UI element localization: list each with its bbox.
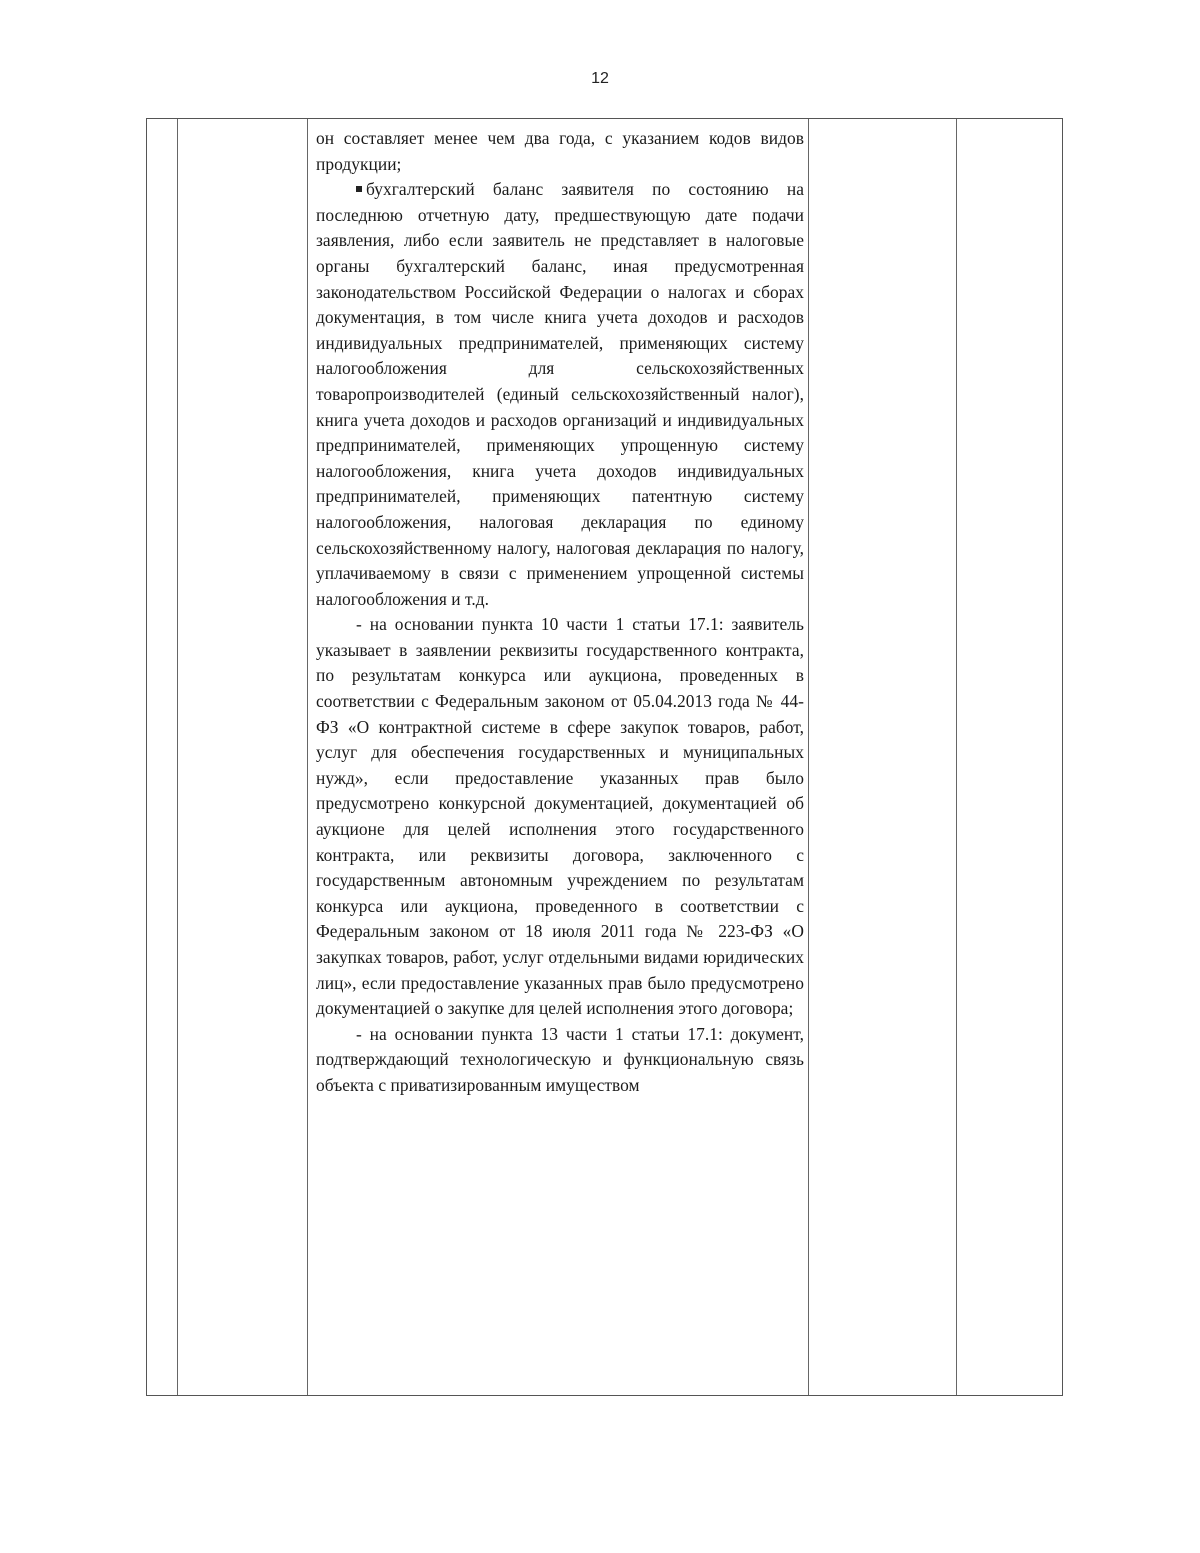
document-table (146, 118, 1063, 1396)
paragraph-balance (316, 177, 804, 612)
paragraph-point-13: - на основании пункта 13 части 1 статьи 17.1: документ, подтверждающий технологическую и функциональную связь объекта с приватизированным имуществом (316, 1023, 804, 1095)
table-column-content (308, 119, 809, 1395)
table-column-1 (147, 119, 178, 1395)
table-column-2 (178, 119, 308, 1395)
page-number: 12 (591, 70, 609, 87)
bullet-square-icon (356, 186, 362, 192)
paragraph-point-10: - на основании пункта 10 части 1 статьи 17.1: заявитель указывает в заявлении реквизиты государственного контракта, по результатам конкурса или аукциона, проведенных в соответствии с Федеральным законом от 05.04.2013 года № 44-ФЗ «О контрактной системе в сфере закупок товаров, работ, услуг для обеспечения государственных и муниципальных нужд», если предоставление указанных прав было предусмотрено конкурсной документацией, документацией об аукционе для целей исполнения этого государственного контракта, или реквизиты договора, заключенного с государственным автономным учреждением по результатам конкурса или аукциона, проведенного в соответствии с Федеральным законом от 18 июля 2011 года № 223-ФЗ «О закупках товаров, работ, услуг отдельными видами юридических лиц», если предоставление указанных прав было предусмотрено документацией о закупке для целей исполнения этого договора; (316, 614, 804, 1019)
table-column-4 (809, 119, 957, 1395)
paragraph-balance-text: бухгалтерский баланс заявителя по состоянию на последнюю отчетную дату, предшествующую дате подачи заявления, либо если заявитель не представляет в налоговые органы бухгалтерский баланс, иная предусмотренная законодательством Российской Федерации о налогах и сборах документация, в том числе книга учета доходов и расходов индивидуальных предпринимателей, применяющих систему налогообложения для сельскохозяйственных товаропроизводителей (единый сельскохозяйственный налог), книга учета доходов и расходов организаций и индивидуальных предпринимателей, применяющих упрощенную систему налогообложения, книга учета доходов индивидуальных предпринимателей, применяющих патентную систему налогообложения, налоговая декларация по единому сельскохозяйственному налогу, налоговая декларация по налогу, уплачиваемому в связи с применением упрощенной системы налогообложения и т.д. (316, 179, 804, 609)
paragraph-intro: он составляет менее чем два года, с указанием кодов видов продукции; (316, 128, 804, 174)
table-column-5 (957, 119, 1062, 1395)
